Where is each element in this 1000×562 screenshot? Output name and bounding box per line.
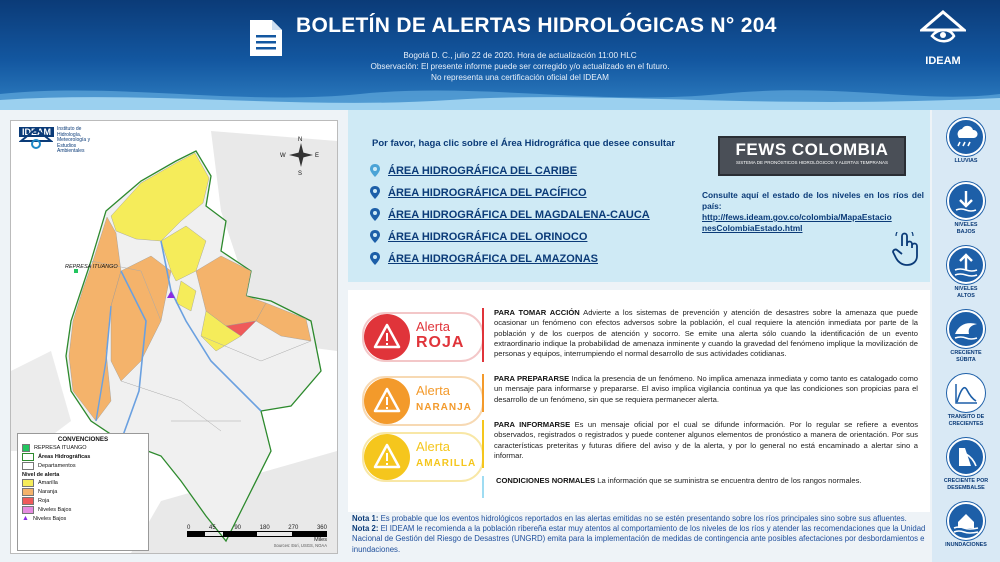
normal-conditions-description: CONDICIONES NORMALES La información que se suministra se encuentra dentro de los rangos normales. [496, 476, 862, 485]
link-area-magdalena-cauca[interactable]: ÁREA HIDROGRÁFICA DEL MAGDALENA-CAUCA [370, 208, 650, 221]
fews-banner[interactable]: FEWS COLOMBIA SISTEMA DE PRONÓSTICOS HIDROLÓGICOS Y ALERTAS TEMPRANAS [718, 136, 906, 176]
sidebar-item-lluvias[interactable]: LLUVIAS [932, 118, 1000, 165]
document-icon [248, 18, 284, 58]
observation-note: Observación: El presente informe puede ser corregido y/o actualizado en el futuro. [370, 62, 670, 71]
sidebar-item-inundaciones[interactable]: INUNDACIONES [932, 502, 1000, 549]
represa-label: REPRESA ITUANGO [65, 264, 118, 270]
link-area-orinoco[interactable]: ÁREA HIDROGRÁFICA DEL ORINOCO [370, 230, 587, 243]
map-pin-icon [370, 252, 380, 265]
fews-link[interactable]: http://fews.ideam.gov.co/colombia/MapaEstacionesColombiaEstado.html [702, 212, 892, 233]
normal-divider [482, 476, 484, 498]
click-hand-icon [892, 232, 920, 266]
map-pin-icon [370, 186, 380, 199]
header-banner [0, 0, 1000, 110]
ideam-mini-icon [19, 127, 53, 151]
wave-decoration [0, 80, 1000, 110]
arrow-up-icon [947, 246, 985, 284]
sidebar-item-creciente-subita[interactable]: CRECIENTE SÚBITA [932, 310, 1000, 363]
certification-note: No representa una certificación oficial del IDEAM [431, 73, 609, 82]
sidebar-item-creciente-desembalse[interactable]: CRECIENTE POR DESEMBALSE [932, 438, 1000, 491]
alert-badge-yellow: Alerta AMARILLA [362, 432, 484, 482]
map-ideam-logo: IDEAM Instituto de Hidrología, Meteorología y Estudios Ambientales [19, 127, 109, 173]
flooded-house-icon [947, 502, 985, 540]
hydro-areas-panel [348, 110, 694, 282]
areas-hint: Por favor, haga clic sobre el Área Hidrográfica que desee consultar [372, 138, 676, 149]
alert-badge-red: Alerta ROJA [362, 312, 484, 362]
bulletin-date: Bogotá D. C., julio 22 de 2020. Hora de actualización 11:00 HLC [403, 51, 637, 60]
note-2: Nota 2: El IDEAM le recomienda a la población ribereña estar muy atentos al comportamiento de los niveles de los ríos y atender las recomendaciones que la Unidad Nacional de Gestión del Riesgo de Desastres (UNGRD) emita para la implementación de medidas de contingencia ante posibles afectaciones por desbordamientos e inundaciones. [352, 524, 926, 554]
svg-text:N: N [298, 137, 303, 143]
colombia-alert-map[interactable] [10, 120, 338, 554]
sidebar-item-niveles-bajos[interactable]: NIVELES BAJOS [932, 182, 1000, 235]
fews-description: Consulte aquí el estado de los niveles en los ríos del país: http://fews.ideam.gov.co/colombia/MapaEstacionesColombiaEstado.html [702, 190, 924, 233]
orange-divider [482, 374, 484, 412]
arrow-down-icon [947, 182, 985, 220]
hydrograph-icon [947, 374, 985, 412]
alert-badge-orange: Alerta NARANJA [362, 376, 484, 426]
sidebar-item-transito-crecientes[interactable]: TRANSITO DE CRECIENTES [932, 374, 1000, 427]
map-pin-icon [370, 208, 380, 221]
red-alert-description: PARA TOMAR ACCIÓN Advierte a los sistemas de prevención y atención de desastres sobre la amenaza que puede ocasionar un fenómeno con efectos adversos sobre la población, el cual requiere la atención inmediata por parte de la población y de los cuerpos de atención y socorro. Se emite una alerta sólo cuando la identificación de un evento extraordinario indique la probabilidad de amenaza inminente y cuando la gravedad del fenómeno implique la movilización de personas y equipos, interrumpiendo el normal desarrollo de sus actividades cotidianas. [494, 308, 918, 359]
yellow-alert-description: PARA INFORMARSE Es un mensaje oficial por el cual se difunde información. Por lo regular se refiere a eventos observados, registrados o registrados y puede contener algunos elementos de pronóstico a manera de orientación. Por sus características preteritas y futuras difiere del aviso y de la alerta, y por lo general no está encaminado a alertar sino a informar. [494, 420, 919, 460]
ideam-logo-label: IDEAM [925, 55, 961, 67]
dam-icon [947, 438, 985, 476]
rain-icon [947, 118, 985, 156]
orange-alert-description: PARA PREPARARSE Indica la presencia de un fenómeno. No implica amenaza inmediata y como tanto es catalogado como un mensaje para informarse y prepararse. El aviso implica vigilancia continua ya que las condiciones son propicias para el desarrollo de un fenómeno, sin que se requiera permanecer alerta. [494, 374, 918, 404]
red-divider [482, 308, 484, 362]
warning-icon [364, 378, 410, 424]
bulletin-notes [352, 514, 932, 555]
flash-flood-icon [947, 310, 985, 348]
svg-text:W: W [280, 153, 286, 159]
warning-icon [364, 434, 410, 480]
alert-levels-section [348, 290, 930, 512]
link-area-caribe[interactable]: ÁREA HIDROGRÁFICA DEL CARIBE [370, 164, 577, 177]
fews-panel [694, 110, 930, 282]
map-pin-icon [370, 164, 380, 177]
map-legend: CONVENCIONES REPRESA ITUANGO Áreas Hidrográficas Departamentos Nivel de alerta Amarilla Naranja Roja Niveles Bajos ▲ Niveles Bajos [17, 433, 149, 551]
yellow-divider [482, 420, 484, 468]
svg-text:E: E [315, 153, 320, 159]
link-area-amazonas[interactable]: ÁREA HIDROGRÁFICA DEL AMAZONAS [370, 252, 598, 265]
link-area-pacifico[interactable]: ÁREA HIDROGRÁFICA DEL PACÍFICO [370, 186, 587, 199]
page-title: BOLETÍN DE ALERTAS HIDROLÓGICAS N° 204 [296, 14, 777, 37]
sidebar-item-niveles-altos[interactable]: NIVELES ALTOS [932, 246, 1000, 299]
warning-icon [364, 314, 410, 360]
ideam-logo[interactable] [912, 10, 974, 67]
hazard-sidebar [932, 110, 1000, 562]
map-pin-icon [370, 230, 380, 243]
ideam-logo-icon [920, 10, 966, 48]
svg-text:S: S [298, 171, 303, 177]
map-scale: 0 45 90 180 270 360 Miles Sources: Esri, USGS, NOAA [187, 525, 327, 548]
note-1: Nota 1: Es probable que los eventos hidrológicos reportados en las alertas emitidas no se estén presentando sobre los ríos principales sino sobre sus afluentes. [352, 514, 907, 523]
